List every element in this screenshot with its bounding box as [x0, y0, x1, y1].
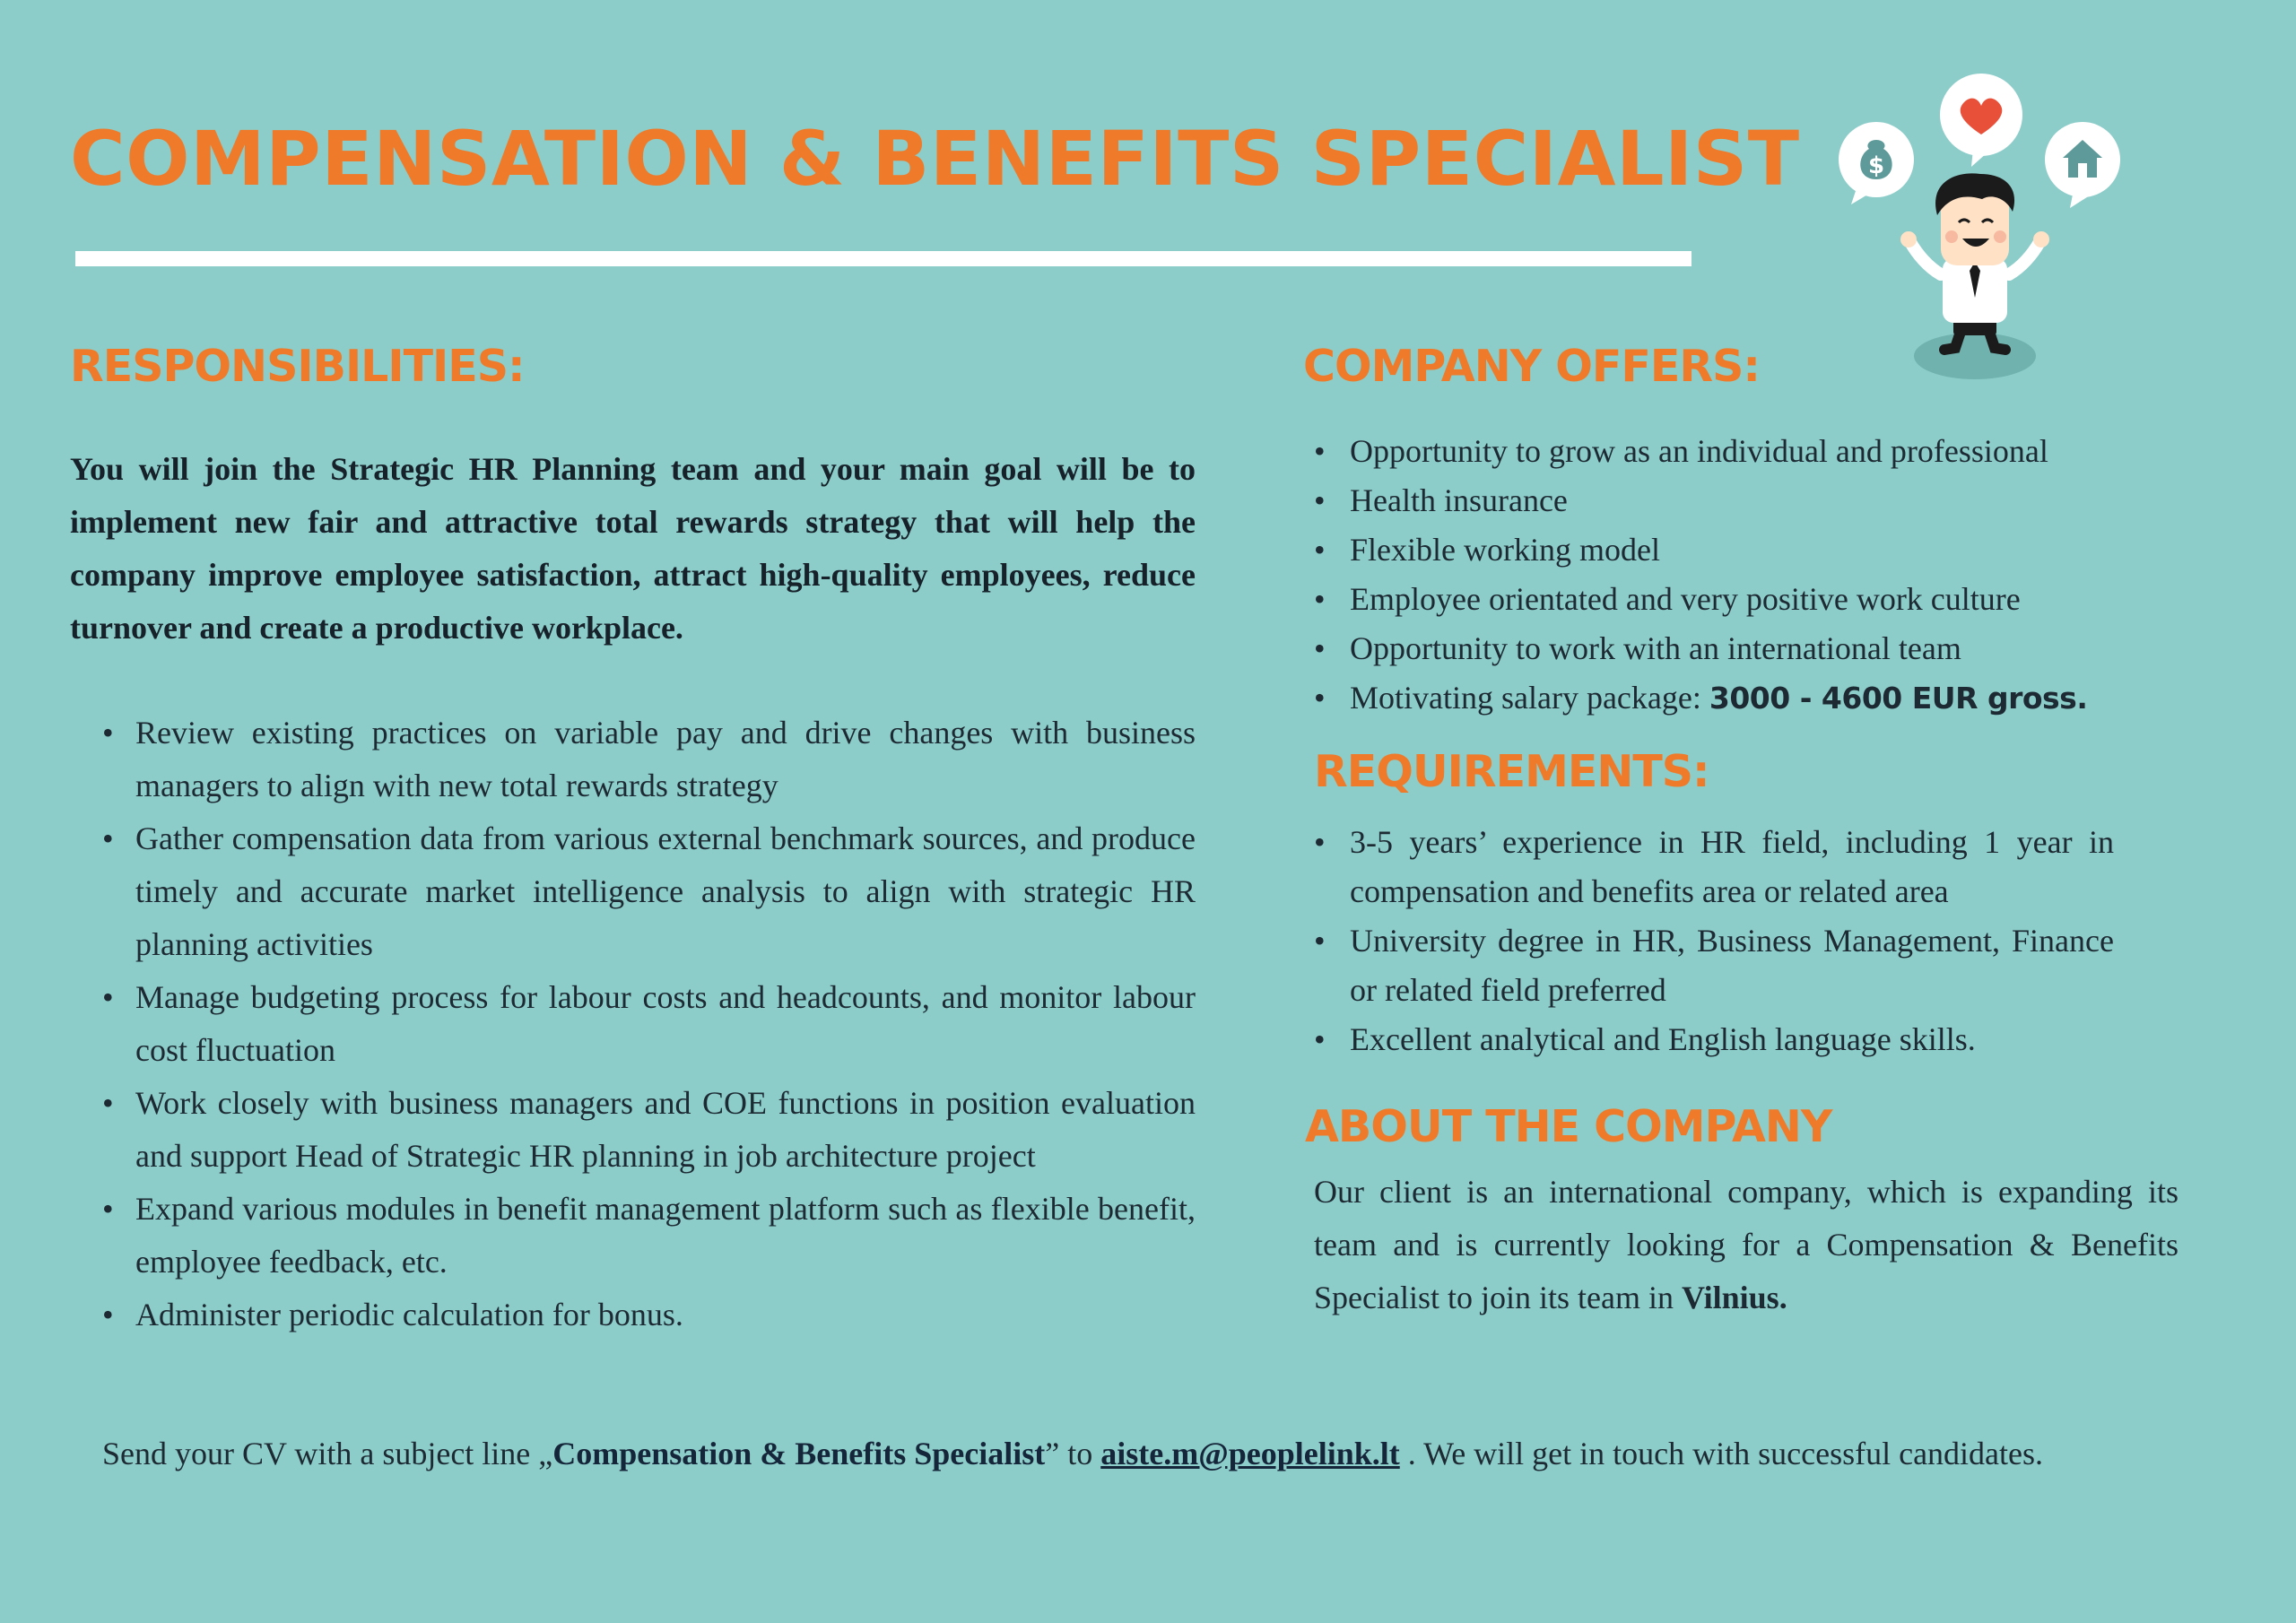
responsibilities-intro: You will join the Strategic HR Planning team and your main goal will be to implement new fair and attractive total rewards strategy that will help the company improve employee satisfaction, attract high-quality employees, reduce turnover and create a productive workplace. [70, 451, 1196, 646]
requirements-heading: REQUIREMENTS: [1314, 746, 1709, 797]
list-item: • Gather compensation data from various external benchmark sources, and produce timely and accurate market intelligence analysis to align with strategic HR planning activities [102, 812, 1196, 971]
shadow-shape [1914, 333, 2036, 379]
list-item: • Administer periodic calculation for bonus. [102, 1289, 1196, 1341]
city-name: Vilnius. [1681, 1280, 1787, 1315]
list-item: • Manage budgeting process for labour costs and headcounts, and monitor labour cost fluctuation [102, 971, 1196, 1077]
list-item: • Review existing practices on variable pay and drive changes with business managers to align with new total rewards strategy [102, 707, 1196, 812]
list-item: • Excellent analytical and English language skills. [1314, 1015, 2114, 1064]
footer-middle: ” to [1045, 1436, 1101, 1471]
salary-value: 3000 - 4600 EUR gross. [1709, 681, 2088, 716]
title-divider [75, 251, 1692, 266]
footer-prefix: Send your CV with a subject line „ [102, 1436, 553, 1471]
person-figure [1900, 173, 2049, 350]
subject-line: Compensation & Benefits Specialist [552, 1436, 1046, 1471]
house-icon [2045, 122, 2120, 208]
list-item: • Expand various modules in benefit management platform such as flexible benefit, employee feedback, etc. [102, 1183, 1196, 1289]
company-offers-list [1314, 427, 2139, 723]
happy-employee-illustration [1830, 63, 2135, 395]
company-offers-heading: COMPANY OFFERS: [1303, 341, 1760, 392]
money-bag-icon [1839, 122, 1914, 204]
list-item: • Opportunity to work with an international team [1314, 624, 2139, 673]
list-item: • Flexible working model [1314, 525, 2139, 575]
list-item: • Work closely with business managers and COE functions in position evaluation and support Head of Strategic HR planning in job architecture project [102, 1077, 1196, 1183]
requirements-list [1314, 818, 2114, 1064]
about-description: Our client is an international company, which is expanding its team and is currently looking for a Compensation & Benefits Specialist to join its team in [1314, 1174, 2179, 1315]
salary-item [1314, 673, 2139, 723]
heart-icon [1940, 74, 2022, 167]
page-title: COMPENSATION & BENEFITS SPECIALIST [70, 115, 1800, 203]
list-item: • University degree in HR, Business Management, Finance or related field preferred [1314, 916, 2114, 1015]
list-item: • Opportunity to grow as an individual and professional [1314, 427, 2139, 476]
responsibilities-list [102, 707, 1196, 1341]
about-company-text [1314, 1166, 2179, 1324]
footer-suffix: . We will get in touch with successful candidates. [1399, 1436, 2044, 1471]
list-item: • Health insurance [1314, 476, 2139, 525]
about-company-heading: ABOUT THE COMPANY [1305, 1101, 1832, 1152]
application-instructions [102, 1428, 2129, 1480]
responsibilities-heading: RESPONSIBILITIES: [70, 341, 525, 392]
money-symbol: $ [1867, 152, 1885, 179]
list-item: • Employee orientated and very positive work culture [1314, 575, 2139, 624]
email-link[interactable]: aiste.m@peoplelink.lt [1100, 1436, 1400, 1471]
salary-label: Motivating salary package: [1350, 680, 1709, 716]
list-item: • 3-5 years’ experience in HR field, including 1 year in compensation and benefits area or related area [1314, 818, 2114, 916]
